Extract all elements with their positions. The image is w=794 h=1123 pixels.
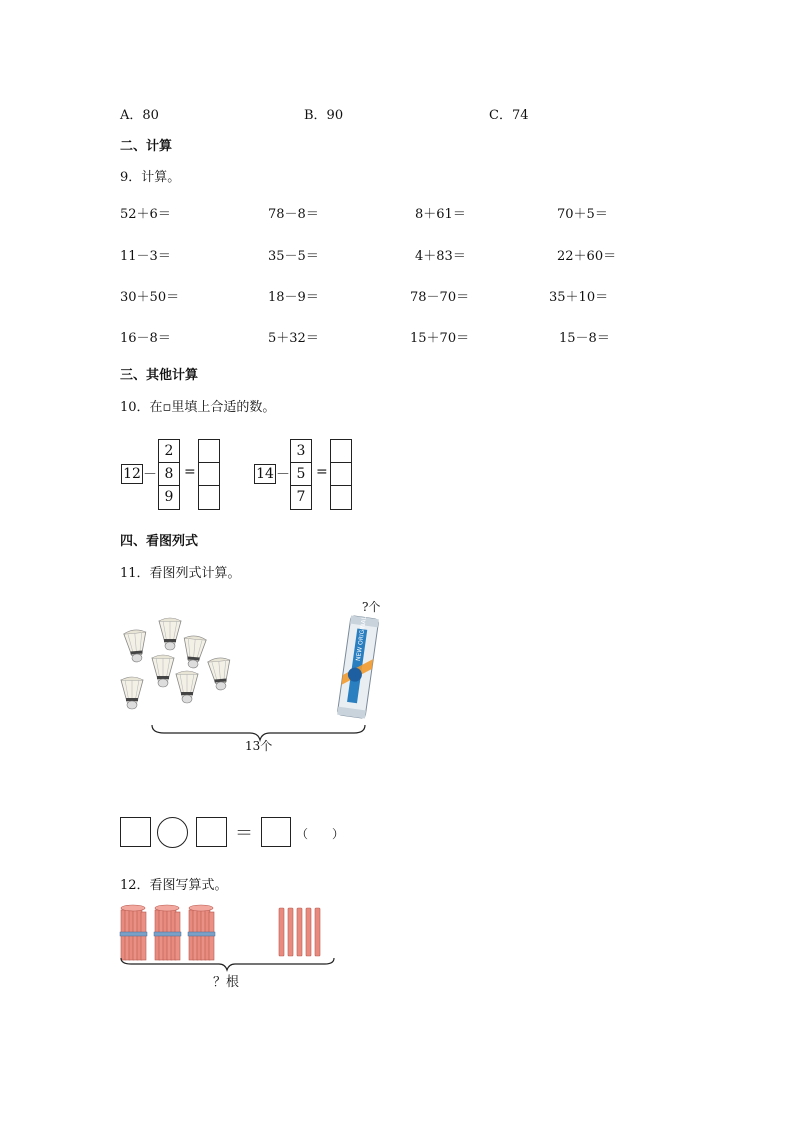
single-stick-icon — [306, 908, 311, 956]
q9-item: 22＋60＝ — [557, 249, 617, 264]
answer-box[interactable] — [330, 462, 352, 486]
shuttlecock-icon — [182, 635, 207, 669]
option-c: C．74 — [489, 108, 529, 123]
shuttlecock-icon — [124, 629, 149, 663]
q9-item: 78－70＝ — [410, 290, 470, 305]
q9-item: 78－8＝ — [268, 207, 319, 222]
brace-total-label: 13个 — [245, 739, 273, 753]
answer-box[interactable] — [330, 485, 352, 510]
q9-item: 5＋32＝ — [268, 331, 319, 346]
shuttlecock-icon — [176, 671, 198, 703]
answer-box[interactable] — [120, 817, 151, 847]
brace-13 — [152, 725, 365, 740]
q9-item: 4＋83＝ — [415, 249, 466, 264]
answer-box[interactable] — [198, 462, 220, 486]
section-title-other-calc: 三、其他计算 — [120, 368, 199, 383]
minus-sign: － — [143, 467, 157, 483]
answer-box[interactable] — [261, 817, 291, 847]
section-title-calc: 二、计算 — [120, 139, 173, 154]
tube-question-label: ?个 — [362, 600, 381, 614]
q9-item: 16－8＝ — [120, 331, 171, 346]
option-a: A．80 — [120, 108, 159, 123]
brace-total — [121, 958, 334, 970]
single-stick-icon — [288, 908, 293, 956]
answer-box[interactable] — [198, 439, 220, 463]
q9-item: 11－3＝ — [120, 249, 171, 264]
equals-sign: = — [316, 464, 328, 480]
subtrahend-cell: 9 — [158, 485, 180, 510]
q11-label: 11．看图列式计算。 — [120, 566, 241, 581]
q9-item: 18－9＝ — [268, 290, 319, 305]
shuttlecock-icon — [159, 618, 181, 650]
equals-sign: = — [184, 464, 196, 480]
q9-item: 15＋70＝ — [410, 331, 470, 346]
answer-box[interactable] — [196, 817, 227, 847]
minuend-box: 12 — [121, 464, 143, 484]
q9-item: 30＋50＝ — [120, 290, 180, 305]
section-title-picture-equation: 四、看图列式 — [120, 534, 199, 549]
option-b: B．90 — [304, 108, 344, 123]
single-stick-icon — [297, 908, 302, 956]
q9-label: 9．计算。 — [120, 170, 181, 185]
stick-bundle-icon — [188, 905, 215, 960]
q10-label: 10．在▫里填上合适的数。 — [120, 400, 276, 415]
equals-sign: ＝ — [235, 823, 253, 844]
q9-item: 35＋10＝ — [549, 290, 609, 305]
subtrahend-cell: 8 — [158, 462, 180, 486]
q11-picture — [110, 595, 400, 760]
single-stick-icon — [279, 908, 284, 956]
q9-item: 52＋6＝ — [120, 207, 171, 222]
single-stick-icon — [315, 908, 320, 956]
subtrahend-cell: 3 — [290, 439, 312, 463]
shuttlecock-tube-icon — [337, 614, 379, 719]
shuttlecock-icon — [121, 677, 143, 709]
minus-sign: － — [276, 467, 290, 483]
q9-item: 70＋5＝ — [557, 207, 608, 222]
subtrahend-cell: 7 — [290, 485, 312, 510]
subtrahend-cell: 2 — [158, 439, 180, 463]
answer-box[interactable] — [330, 439, 352, 463]
q9-item: 8＋61＝ — [415, 207, 466, 222]
stick-bundle-icon — [120, 905, 147, 960]
shuttlecock-icon — [208, 657, 233, 691]
tube-brand-text: NEW ORIGINAL — [354, 615, 369, 662]
operator-circle[interactable] — [157, 817, 188, 848]
minuend-box: 14 — [254, 464, 276, 484]
shuttlecock-icon — [152, 655, 174, 687]
q9-item: 15－8＝ — [559, 331, 610, 346]
stick-bundle-icon — [154, 905, 181, 960]
unit-paren[interactable]: （ ） — [296, 827, 345, 841]
subtrahend-cell: 5 — [290, 462, 312, 486]
q12-label: 12．看图写算式。 — [120, 878, 228, 893]
q9-item: 35－5＝ — [268, 249, 319, 264]
answer-box[interactable] — [198, 485, 220, 510]
brace-question-label: ？根 — [213, 975, 240, 990]
q12-picture — [115, 900, 345, 995]
